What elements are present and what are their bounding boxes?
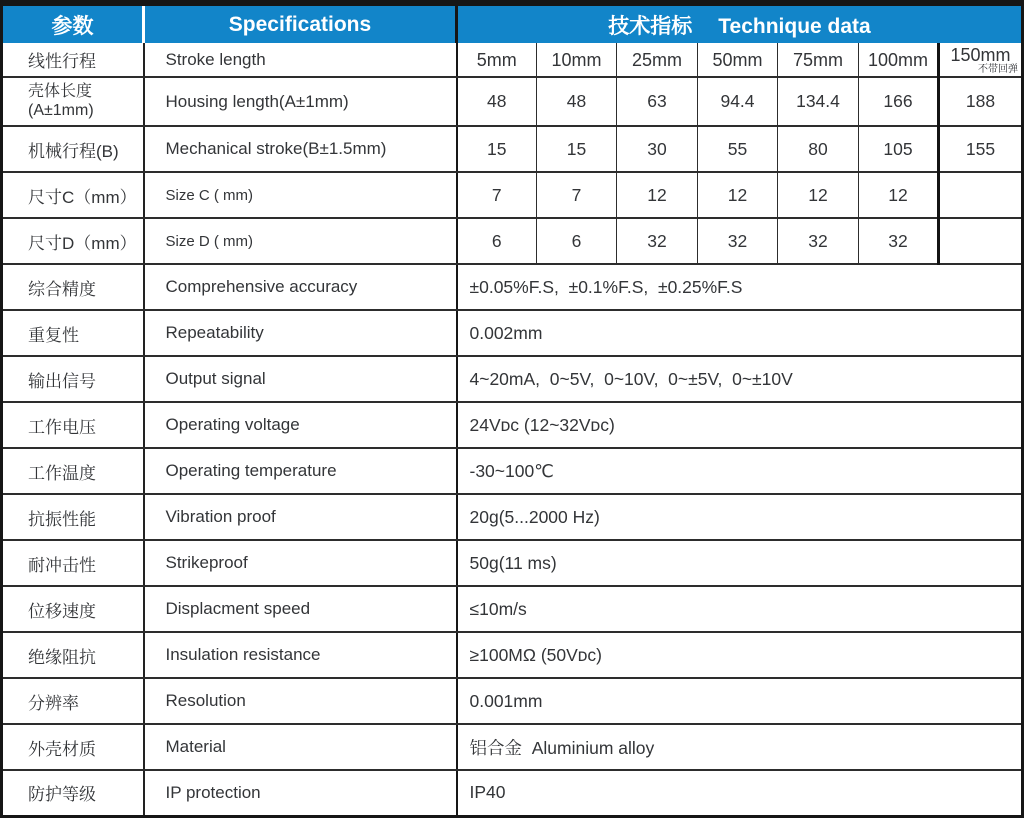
row-label-zh: 耐冲击性 — [2, 540, 144, 586]
row-label-zh: 重复性 — [2, 310, 144, 356]
row-label-zh: 绝缘阻抗 — [2, 632, 144, 678]
row-value: 0.002mm — [457, 310, 1023, 356]
label-line1: 壳体长度 — [28, 82, 93, 100]
row-label-zh: 综合精度 — [2, 264, 144, 310]
row-label-en: Displacment speed — [144, 586, 457, 632]
table-cell: 7 — [537, 172, 617, 218]
table-cell: 94.4 — [698, 77, 778, 126]
label-line2: (A±1mm) — [28, 101, 94, 119]
row-label-zh: 抗振性能 — [2, 494, 144, 540]
row-value: -30~100℃ — [457, 448, 1023, 494]
table-cell: 32 — [698, 218, 778, 264]
table-cell: 7 — [457, 172, 537, 218]
header-param: 参数 — [2, 3, 144, 43]
table-row-mechanical-stroke — [2, 126, 1023, 172]
stroke-col-label: 25mm — [631, 49, 682, 70]
table-cell: 12 — [698, 172, 778, 218]
table-cell: 105 — [859, 126, 939, 172]
row-value: 0.001mm — [457, 678, 1023, 724]
table-header-row — [2, 3, 1023, 43]
table-cell: 32 — [617, 218, 698, 264]
table-cell: 30 — [617, 126, 698, 172]
table-row-material — [2, 724, 1023, 770]
table-cell: 32 — [859, 218, 939, 264]
row-label-zh: 位移速度 — [2, 586, 144, 632]
table-cell: 48 — [457, 77, 537, 126]
stroke-col-50mm — [698, 43, 778, 77]
row-label-zh — [2, 77, 144, 126]
row-label-en: Material — [144, 724, 457, 770]
row-value: ≥100MΩ (50Vᴅᴄ) — [457, 632, 1023, 678]
stroke-col-100mm — [859, 43, 939, 77]
stroke-col-label: 75mm — [792, 49, 843, 70]
row-label-en: Comprehensive accuracy — [144, 264, 457, 310]
table-cell: 166 — [859, 77, 939, 126]
table-row-output-signal — [2, 356, 1023, 402]
table-cell: 188 — [939, 77, 1023, 126]
table-cell: 12 — [617, 172, 698, 218]
table-row-stroke-length — [2, 43, 1023, 77]
stroke-col-note: 不带回弹 — [978, 63, 1019, 75]
row-value: IP40 — [457, 770, 1023, 816]
row-label-zh: 外壳材质 — [2, 724, 144, 770]
row-label-zh: 输出信号 — [2, 356, 144, 402]
table-cell: 48 — [537, 77, 617, 126]
table-row-vibration-proof — [2, 494, 1023, 540]
row-label-en: Stroke length — [144, 43, 457, 77]
table-cell: 12 — [859, 172, 939, 218]
row-label-en: Mechanical stroke(B±1.5mm) — [144, 126, 457, 172]
row-label-zh: 分辨率 — [2, 678, 144, 724]
table-cell: 15 — [537, 126, 617, 172]
row-value: 50g(11 ms) — [457, 540, 1023, 586]
table-row-strikeproof — [2, 540, 1023, 586]
stroke-col-10mm — [537, 43, 617, 77]
row-label-en: Output signal — [144, 356, 457, 402]
row-label-zh: 线性行程 — [2, 43, 144, 77]
row-label-en: Strikeproof — [144, 540, 457, 586]
row-value: ≤10m/s — [457, 586, 1023, 632]
row-label-en: Size D ( mm) — [144, 218, 457, 264]
stroke-col-25mm — [617, 43, 698, 77]
row-label-zh: 尺寸C（mm） — [2, 172, 144, 218]
header-tech-zh: 技术指标 — [608, 14, 693, 38]
row-label-en: Operating temperature — [144, 448, 457, 494]
row-value: ±0.05%F.S, ±0.1%F.S, ±0.25%F.S — [457, 264, 1023, 310]
table-row-comprehensive-accuracy — [2, 264, 1023, 310]
table-row-ip-protection — [2, 770, 1023, 816]
row-value: 20g(5...2000 Hz) — [457, 494, 1023, 540]
stroke-col-label: 5mm — [476, 49, 517, 70]
row-value: 24Vᴅᴄ (12~32Vᴅᴄ) — [457, 402, 1023, 448]
row-label-en: Size C ( mm) — [144, 172, 457, 218]
table-cell: 12 — [778, 172, 859, 218]
stroke-col-label: 150mm — [950, 44, 1011, 65]
table-row-operating-voltage — [2, 402, 1023, 448]
table-cell: 32 — [778, 218, 859, 264]
table-cell: 15 — [457, 126, 537, 172]
table-row-size-c — [2, 172, 1023, 218]
table-cell: 80 — [778, 126, 859, 172]
row-label-en: IP protection — [144, 770, 457, 816]
row-value: 铝合金 Aluminium alloy — [457, 724, 1023, 770]
row-label-en: Insulation resistance — [144, 632, 457, 678]
row-label-zh: 工作温度 — [2, 448, 144, 494]
header-tech-en: Technique data — [718, 14, 871, 38]
stroke-col-label: 10mm — [551, 49, 602, 70]
stroke-col-label: 50mm — [712, 49, 763, 70]
table-cell: 63 — [617, 77, 698, 126]
row-label-zh: 工作电压 — [2, 402, 144, 448]
table-row-insulation-resistance — [2, 632, 1023, 678]
table-cell: 155 — [939, 126, 1023, 172]
table-cell-empty — [939, 218, 1023, 264]
table-cell: 6 — [457, 218, 537, 264]
table-cell: 134.4 — [778, 77, 859, 126]
table-row-resolution — [2, 678, 1023, 724]
row-label-en: Housing length(A±1mm) — [144, 77, 457, 126]
row-label-en: Operating voltage — [144, 402, 457, 448]
table-row-size-d — [2, 218, 1023, 264]
header-technique-data — [457, 3, 1023, 43]
table-cell: 6 — [537, 218, 617, 264]
table-row-housing-length — [2, 77, 1023, 126]
row-label-en: Vibration proof — [144, 494, 457, 540]
stroke-col-5mm — [457, 43, 537, 77]
row-label-zh: 机械行程(B) — [2, 126, 144, 172]
table-row-operating-temperature — [2, 448, 1023, 494]
row-label-en: Resolution — [144, 678, 457, 724]
table-row-repeatability — [2, 310, 1023, 356]
table-cell-empty — [939, 172, 1023, 218]
row-label-en: Repeatability — [144, 310, 457, 356]
stroke-col-75mm — [778, 43, 859, 77]
stroke-col-label: 100mm — [867, 49, 929, 70]
table-cell: 55 — [698, 126, 778, 172]
row-value: 4~20mA, 0~5V, 0~10V, 0~±5V, 0~±10V — [457, 356, 1023, 402]
header-specifications: Specifications — [144, 3, 457, 43]
row-label-zh: 防护等级 — [2, 770, 144, 816]
stroke-col-150mm — [939, 43, 1023, 77]
row-label-zh: 尺寸D（mm） — [2, 218, 144, 264]
table-row-displacement-speed — [2, 586, 1023, 632]
